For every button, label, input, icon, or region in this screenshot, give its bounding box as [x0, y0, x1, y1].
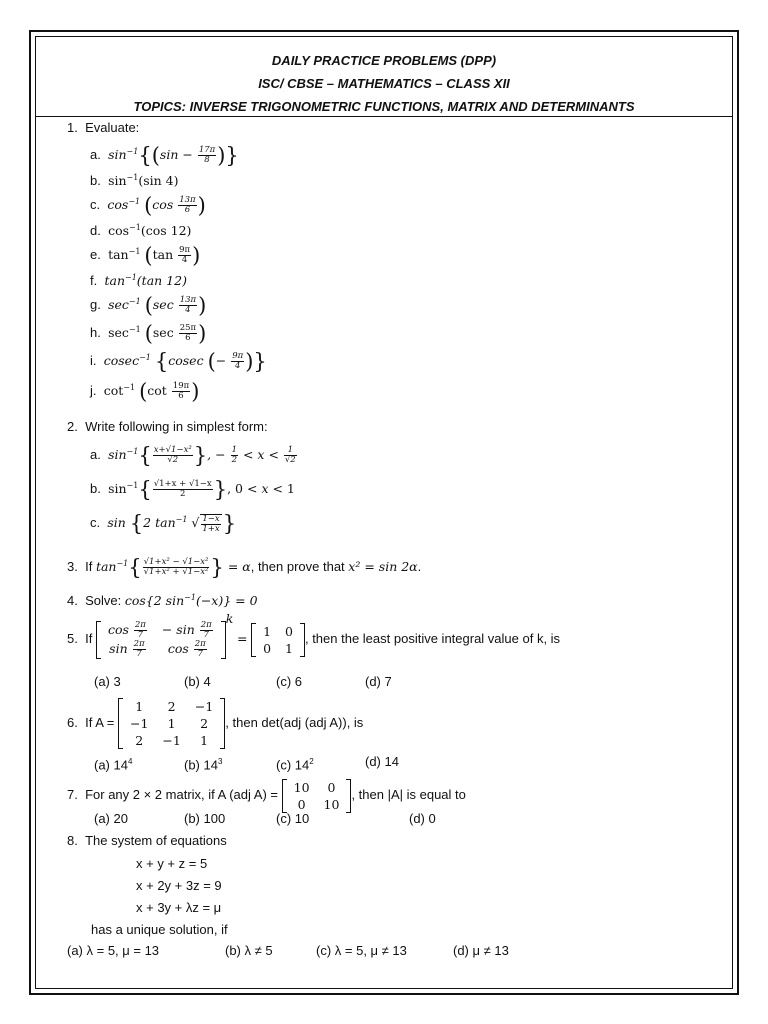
- q1b-expr: $\sin^{-1}(\sin$ 4): [108, 173, 179, 189]
- q7-pre: For any 2 × 2 matrix, if A (adj A) =: [85, 787, 278, 802]
- q2: [67, 418, 268, 436]
- q8-eq3: x + 3y + λz = μ: [136, 900, 222, 915]
- q1f: [90, 269, 187, 290]
- q6-option-a: (a) $14^4$: [94, 757, 133, 773]
- q1-number: 1.: [67, 120, 78, 135]
- q1j-expr: $\cot^{-1} (\cot$ $\frac{19\pi}{6}$ ): [103, 379, 200, 404]
- q8: [67, 832, 227, 850]
- q1g-label: g.: [90, 297, 101, 313]
- q1g: [90, 293, 207, 318]
- q2a: [90, 443, 298, 468]
- q1h: [90, 321, 207, 346]
- q7: [67, 775, 466, 815]
- q1i: [90, 349, 267, 374]
- q5-exponent: k: [225, 611, 234, 626]
- q1d-expr: $\cos^{-1}(\cos$ 12): [108, 223, 192, 239]
- q5-option-d: (d) 7: [365, 674, 392, 689]
- q2b-label: b.: [90, 481, 101, 497]
- q3-mid: , then prove that: [250, 559, 345, 575]
- q1: [67, 119, 139, 137]
- q3: 3. If $\tan^{-1}${ $\frac{\text{√1+x² − √1−x²}}{\text{√1+x² + √1−x²}}$ } = α, then prove that x² = sin 2α.: [67, 555, 422, 580]
- q7-option-b: (b) 100: [184, 811, 226, 826]
- q2b: [90, 477, 295, 502]
- q3-conclusion: x² = sin 2α: [348, 559, 418, 575]
- q2-number: 2.: [67, 419, 78, 434]
- q6-matrix-a: 1 2 −1 −1 1 2 2 −1 1: [118, 698, 225, 749]
- q1h-label: h.: [90, 325, 101, 341]
- dpp-header: [36, 49, 732, 118]
- q1-text: Evaluate:: [85, 120, 140, 135]
- q5-option-b: (b) 4: [184, 674, 211, 689]
- q1e-expr: $\tan^{-1} (\tan$ $\frac{9\pi}{4}$ ): [108, 243, 201, 268]
- q4-pre: Solve:: [85, 593, 122, 609]
- q1e-label: e.: [90, 247, 101, 263]
- q7-option-d: (d) 0: [409, 811, 436, 826]
- q1b: [90, 169, 179, 190]
- q6-pre: If A =: [85, 715, 115, 730]
- q2b-expr: $\sin^{-1}${ $\frac{√1+x + √1-x}{2}$ }, 0 < x < 1: [108, 477, 295, 502]
- q8-number: 8.: [67, 833, 78, 848]
- q6: [67, 695, 363, 751]
- q2a-label: a.: [90, 447, 101, 463]
- q8-tail: has a unique solution, if: [91, 922, 228, 937]
- q1d-label: d.: [90, 223, 101, 239]
- inner-border: [35, 36, 733, 989]
- q1c-label: c.: [90, 197, 101, 213]
- q7-option-a: (a) 20: [94, 811, 128, 826]
- q5-number: 5.: [67, 631, 78, 646]
- header-rule: [36, 116, 732, 117]
- q1c: [90, 193, 206, 218]
- q1i-label: i.: [90, 353, 97, 369]
- q1j-label: j.: [90, 383, 97, 399]
- q5-equals: =: [236, 631, 248, 646]
- q1a: [90, 143, 239, 168]
- q6-option-c: (c) $14^2$: [276, 757, 314, 773]
- q1c-expr: $\cos^{-1} (\cos$ $\frac{13\pi}{6}$ ): [107, 193, 206, 218]
- q8-option-a: (a) λ = 5, μ = 13: [67, 943, 160, 958]
- q2-text: Write following in simplest form:: [85, 419, 268, 434]
- q5-option-a: (a) 3: [94, 674, 121, 689]
- q6-number: 6.: [67, 715, 78, 730]
- page-border: [29, 30, 739, 995]
- q1e: [90, 243, 201, 268]
- q7-matrix: 10 0 0 10: [282, 779, 352, 813]
- q5-option-c: (c) 6: [276, 674, 302, 689]
- q2c: [90, 511, 236, 534]
- q5-post: , then the least positive integral value of k, is: [304, 631, 561, 646]
- q2a-expr: $\sin^{-1}${ $\frac{\text{x+√1−x²}}{√2}$ }, − $\frac{1}{2}$ < x < $\frac{1}{√2}$: [108, 443, 296, 468]
- q3-pre: If: [85, 559, 93, 575]
- q8-option-d: (d) μ ≠ 13: [453, 943, 509, 958]
- q1f-expr: $\tan^{-1}(\tan$ 12): [104, 273, 187, 289]
- header-topics: TOPICS: INVERSE TRIGONOMETRIC FUNCTIONS, MATRIX AND DETERMINANTS: [133, 99, 635, 114]
- q3-number: 3.: [67, 559, 78, 575]
- q1h-expr: $\sec^{-1} (\sec$ $\frac{25\pi}{6}$ ): [108, 321, 207, 346]
- q8-eq2: x + 2y + 3z = 9: [136, 878, 222, 893]
- q6-option-b: (b) $14^3$: [184, 757, 223, 773]
- q6-post: , then det(adj (adj A)), is: [225, 715, 364, 730]
- q7-post: , then |A| is equal to: [351, 787, 466, 802]
- q8-eq1: x + y + z = 5: [136, 856, 208, 871]
- q1a-expr: $\sin^{-1}\{(\sin$ − $\frac{17\pi}{8}$ )}: [108, 143, 239, 168]
- q5-rotation-matrix: cos $\frac{2\pi}{7}$ − sin $\frac{2\pi}{7}$ sin $\frac{2\pi}{7}$ cos $\frac{2\pi}{7}$: [96, 621, 226, 659]
- q7-number: 7.: [67, 787, 78, 802]
- q2c-expr: sin {2 $\tan^{-1}$ √ $\frac{1-x}{1+x}$ }: [107, 511, 237, 536]
- q3-expr: $\tan^{-1}${ $\frac{\text{√1+x² − √1−x²}}{\text{√1+x² + √1−x²}}$ } = α: [95, 555, 251, 580]
- q1i-expr: cosec$^{-1}$ {cosec (− $\frac{9\pi}{4}$ )}: [103, 349, 267, 374]
- q1d: [90, 219, 191, 240]
- q5: [67, 609, 560, 669]
- q5-pre: If: [85, 631, 93, 646]
- q1j: [90, 379, 200, 404]
- q7-option-c: (c) 10: [276, 811, 310, 826]
- q8-option-c: (c) λ = 5, μ ≠ 13: [316, 943, 407, 958]
- q1f-label: f.: [90, 273, 98, 289]
- q4: [67, 589, 258, 610]
- q1a-label: a.: [90, 147, 101, 163]
- q1g-expr: $\sec^{-1} (\sec$ $\frac{13\pi}{4}$ ): [108, 293, 207, 318]
- q5-identity-matrix: 1 0 0 1: [251, 623, 305, 657]
- q8-option-b: (b) λ ≠ 5: [225, 943, 273, 958]
- q1b-label: b.: [90, 173, 101, 189]
- header-title: DAILY PRACTICE PROBLEMS (DPP): [271, 53, 497, 68]
- q8-text: The system of equations: [85, 833, 227, 848]
- q4-expr: cos{2 $\sin^{-1}(-x)\} = 0$: [124, 593, 258, 609]
- header-subtitle: ISC/ CBSE – MATHEMATICS – CLASS XII: [258, 76, 510, 91]
- q2c-label: c.: [90, 515, 101, 531]
- q4-number: 4.: [67, 593, 78, 609]
- q6-option-d: (d) 14: [365, 754, 399, 769]
